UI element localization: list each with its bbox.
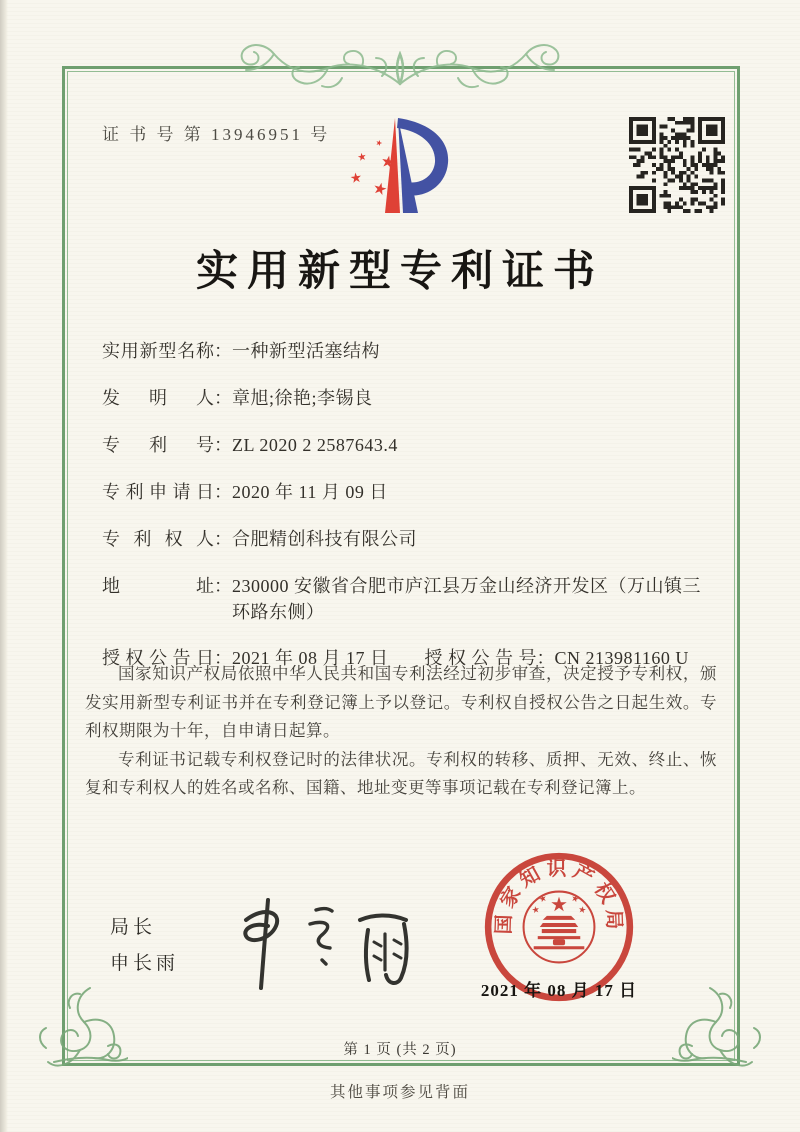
field-colon: ： <box>536 648 555 668</box>
director-name: 申长雨 <box>110 953 180 974</box>
field-value: 2020 年 11 月 09 日 <box>232 482 388 502</box>
field-row-address <box>102 573 708 625</box>
seal-text: 国家知识产权局 <box>493 858 625 935</box>
grant-number-value: CN 213981160 U <box>554 648 689 668</box>
field-colon: ： <box>214 341 232 361</box>
field-row-filing-date <box>102 479 708 506</box>
field-label: 授权公告日 <box>102 648 214 668</box>
field-value: 章旭;徐艳;李锡良 <box>232 388 373 408</box>
director-title: 局长 <box>110 917 157 938</box>
page-number: 第 1 页 (共 2 页) <box>343 1042 457 1058</box>
field-colon: ： <box>214 388 232 408</box>
field-colon: ： <box>214 482 232 502</box>
field-value: 230000 安徽省合肥市庐江县万金山经济开发区（万山镇三环路东侧） <box>232 576 701 622</box>
field-label: 地址 <box>102 576 214 596</box>
body-paragraph: 国家知识产权局依照中华人民共和国专利法经过初步审查，决定授予专利权，颁发实用新型专利证书并在专利登记簿上予以登记。专利权自授权公告之日起生效。专利权期限为十年，自申请日起算。 <box>85 664 717 740</box>
qr-code <box>629 117 725 213</box>
corner-ornament-left <box>24 984 128 1076</box>
scan-edge-shadow <box>0 0 8 1132</box>
certificate-number: 证 书 号 第 13946951 号 <box>102 125 331 144</box>
field-colon: ： <box>214 435 232 455</box>
field-row-name <box>102 338 708 365</box>
field-row-inventors <box>102 385 708 412</box>
field-label: 发明人 <box>102 388 214 408</box>
field-value: ZL 2020 2 2587643.4 <box>232 435 398 455</box>
director-signature <box>222 890 440 998</box>
field-label: 专利号 <box>102 435 214 455</box>
legal-text <box>85 660 717 803</box>
field-label: 专利申请日 <box>102 482 214 502</box>
field-value: 一种新型活塞结构 <box>232 341 380 361</box>
certificate-title: 实用新型专利证书 <box>195 249 604 295</box>
top-flourish-ornament <box>170 26 630 110</box>
body-paragraph: 专利证书记载专利权登记时的法律状况。专利权的转移、质押、无效、终止、恢复和专利权人的姓名或名称、国籍、地址变更等事项记载在专利登记簿上。 <box>85 749 717 797</box>
national-emblem-icon <box>524 892 595 963</box>
field-row-patent-number <box>102 432 708 459</box>
field-label: 专利权人 <box>102 529 214 549</box>
field-colon: ： <box>214 576 232 596</box>
corner-ornament-right <box>672 984 776 1076</box>
grant-date-value: 2021 年 08 月 17 日 <box>232 648 389 668</box>
back-note: 其他事项参见背面 <box>329 1084 470 1101</box>
field-label: 授权公告号 <box>424 648 537 668</box>
field-row-patentee <box>102 526 708 553</box>
field-value: 合肥精创科技有限公司 <box>232 529 417 549</box>
field-colon: ： <box>214 648 232 668</box>
cnipa-logo-icon <box>344 110 462 230</box>
field-colon: ： <box>214 529 232 549</box>
field-label: 实用新型名称 <box>102 341 214 361</box>
field-list <box>102 338 708 672</box>
seal-date: 2021 年 08 月 17 日 <box>480 981 638 1000</box>
